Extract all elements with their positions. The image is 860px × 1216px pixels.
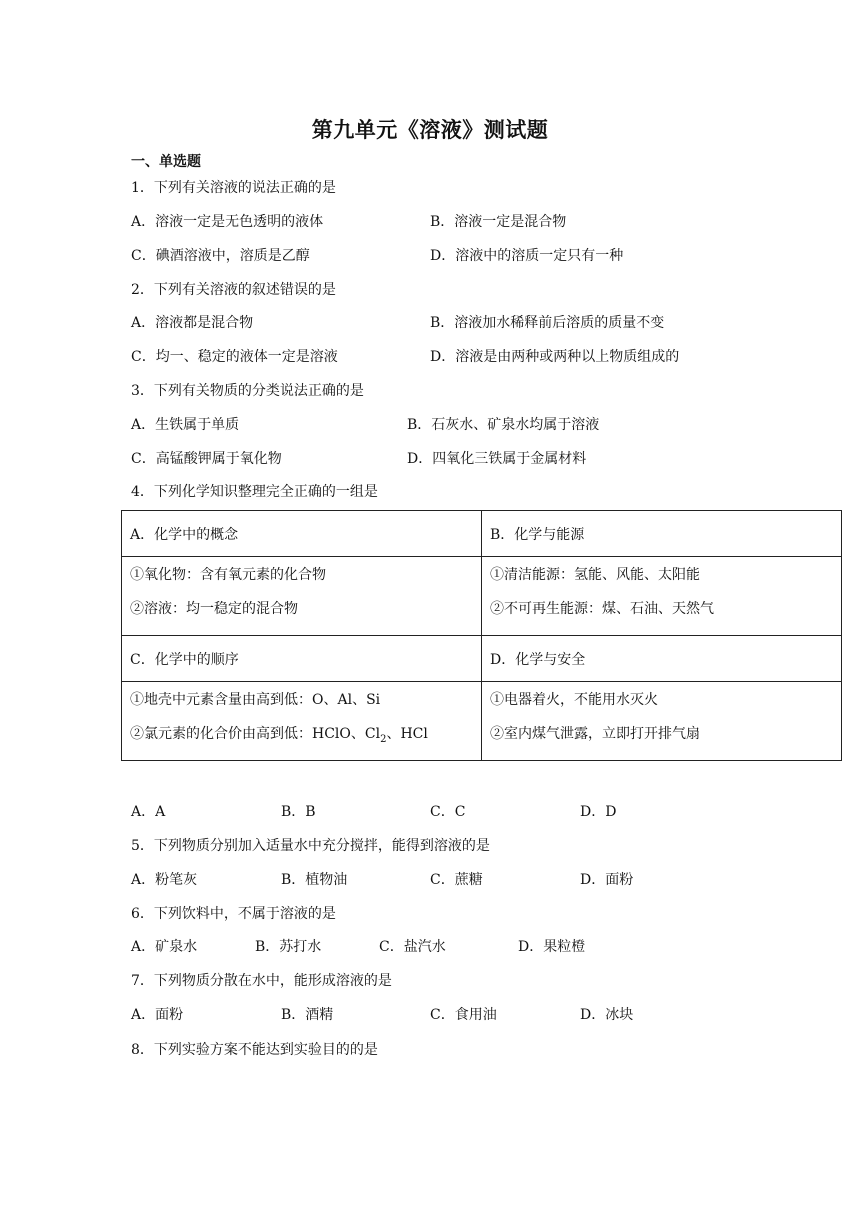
table-cell-c-head: C．化学中的顺序	[122, 636, 482, 682]
question-7-option-d: D．冰块	[580, 1007, 634, 1023]
question-5-stem: 5．下列物质分别加入适量水中充分搅拌，能得到溶液的是	[131, 838, 490, 854]
question-4-stem: 4．下列化学知识整理完全正确的一组是	[131, 484, 378, 500]
question-1-option-c: C．碘酒溶液中，溶质是乙醇	[131, 248, 310, 264]
page-title: 第九单元《溶液》测试题	[311, 118, 549, 142]
question-5-option-c: C．蔗糖	[430, 872, 483, 888]
question-4-option-c: C．C	[430, 804, 466, 820]
table-a-item-2: ②溶液：均一稳定的混合物	[130, 601, 298, 617]
table-cell-c-body	[122, 682, 482, 761]
table-cell-b-body	[482, 557, 842, 636]
question-6-option-b: B．苏打水	[255, 939, 322, 955]
question-1-option-b: B．溶液一定是混合物	[430, 214, 567, 230]
question-5-option-d: D．面粉	[580, 872, 634, 888]
question-8-stem: 8．下列实验方案不能达到实验目的的是	[131, 1042, 378, 1058]
question-7-stem: 7．下列物质分散在水中，能形成溶液的是	[131, 973, 392, 989]
table-d-item-2: ②室内煤气泄露，立即打开排气扇	[490, 726, 700, 742]
question-2-option-c: C．均一、稳定的液体一定是溶液	[131, 349, 338, 365]
table-b-item-1: ①清洁能源：氢能、风能、太阳能	[490, 567, 700, 583]
table-cell-a-head: A．化学中的概念	[122, 511, 482, 557]
question-6-option-a: A．矿泉水	[131, 939, 198, 955]
question-3-option-c: C．高锰酸钾属于氧化物	[131, 451, 282, 467]
question-6-stem: 6．下列饮料中，不属于溶液的是	[131, 906, 336, 922]
question-2-stem: 2．下列有关溶液的叙述错误的是	[131, 282, 336, 298]
table-b-item-2: ②不可再生能源：煤、石油、天然气	[490, 601, 714, 617]
table-a-item-1: ①氧化物：含有氧元素的化合物	[130, 567, 326, 583]
question-2-option-b: B．溶液加水稀释前后溶质的质量不变	[430, 315, 665, 331]
table-c-item-2	[130, 724, 473, 758]
table-cell-d-head: D．化学与安全	[482, 636, 842, 682]
question-6-option-d: D．果粒橙	[518, 939, 586, 955]
question-7-option-c: C．食用油	[430, 1007, 497, 1023]
question-2-option-a: A．溶液都是混合物	[131, 315, 254, 331]
question-4-option-a: A．A	[131, 804, 166, 820]
question-5-option-a: A．粉笔灰	[131, 872, 198, 888]
question-3-option-b: B．石灰水、矿泉水均属于溶液	[407, 417, 600, 433]
question-1-stem: 1．下列有关溶液的说法正确的是	[131, 180, 336, 196]
question-3-option-a: A．生铁属于单质	[131, 417, 240, 433]
table-c-item-1: ①地壳中元素含量由高到低：O、Al、Si	[130, 692, 381, 708]
question-1-option-a: A．溶液一定是无色透明的液体	[131, 214, 324, 230]
table-cell-a-body	[122, 557, 482, 636]
table-d-item-1: ①电器着火，不能用水灭火	[490, 692, 658, 708]
question-7-option-b: B．酒精	[281, 1007, 334, 1023]
table-c-item-2-text: ②氯元素的化合价由高到低：HClO、Cl	[130, 726, 381, 742]
question-6-option-c: C．盐汽水	[379, 939, 446, 955]
question-3-option-d: D．四氧化三铁属于金属材料	[407, 451, 587, 467]
question-5-option-b: B．植物油	[281, 872, 348, 888]
question-7-option-a: A．面粉	[131, 1007, 184, 1023]
table-c-item-2-tail: 、HCl	[386, 726, 428, 742]
knowledge-table	[121, 510, 842, 761]
table-cell-d-body	[482, 682, 842, 761]
question-3-stem: 3．下列有关物质的分类说法正确的是	[131, 383, 364, 399]
section-heading: 一、单选题	[131, 154, 201, 170]
question-4-option-b: B．B	[281, 804, 316, 820]
question-1-option-d: D．溶液中的溶质一定只有一种	[430, 248, 624, 264]
table-cell-b-head: B．化学与能源	[482, 511, 842, 557]
question-4-option-d: D．D	[580, 804, 617, 820]
question-2-option-d: D．溶液是由两种或两种以上物质组成的	[430, 349, 680, 365]
chlorine-subscript: 2	[380, 733, 387, 745]
